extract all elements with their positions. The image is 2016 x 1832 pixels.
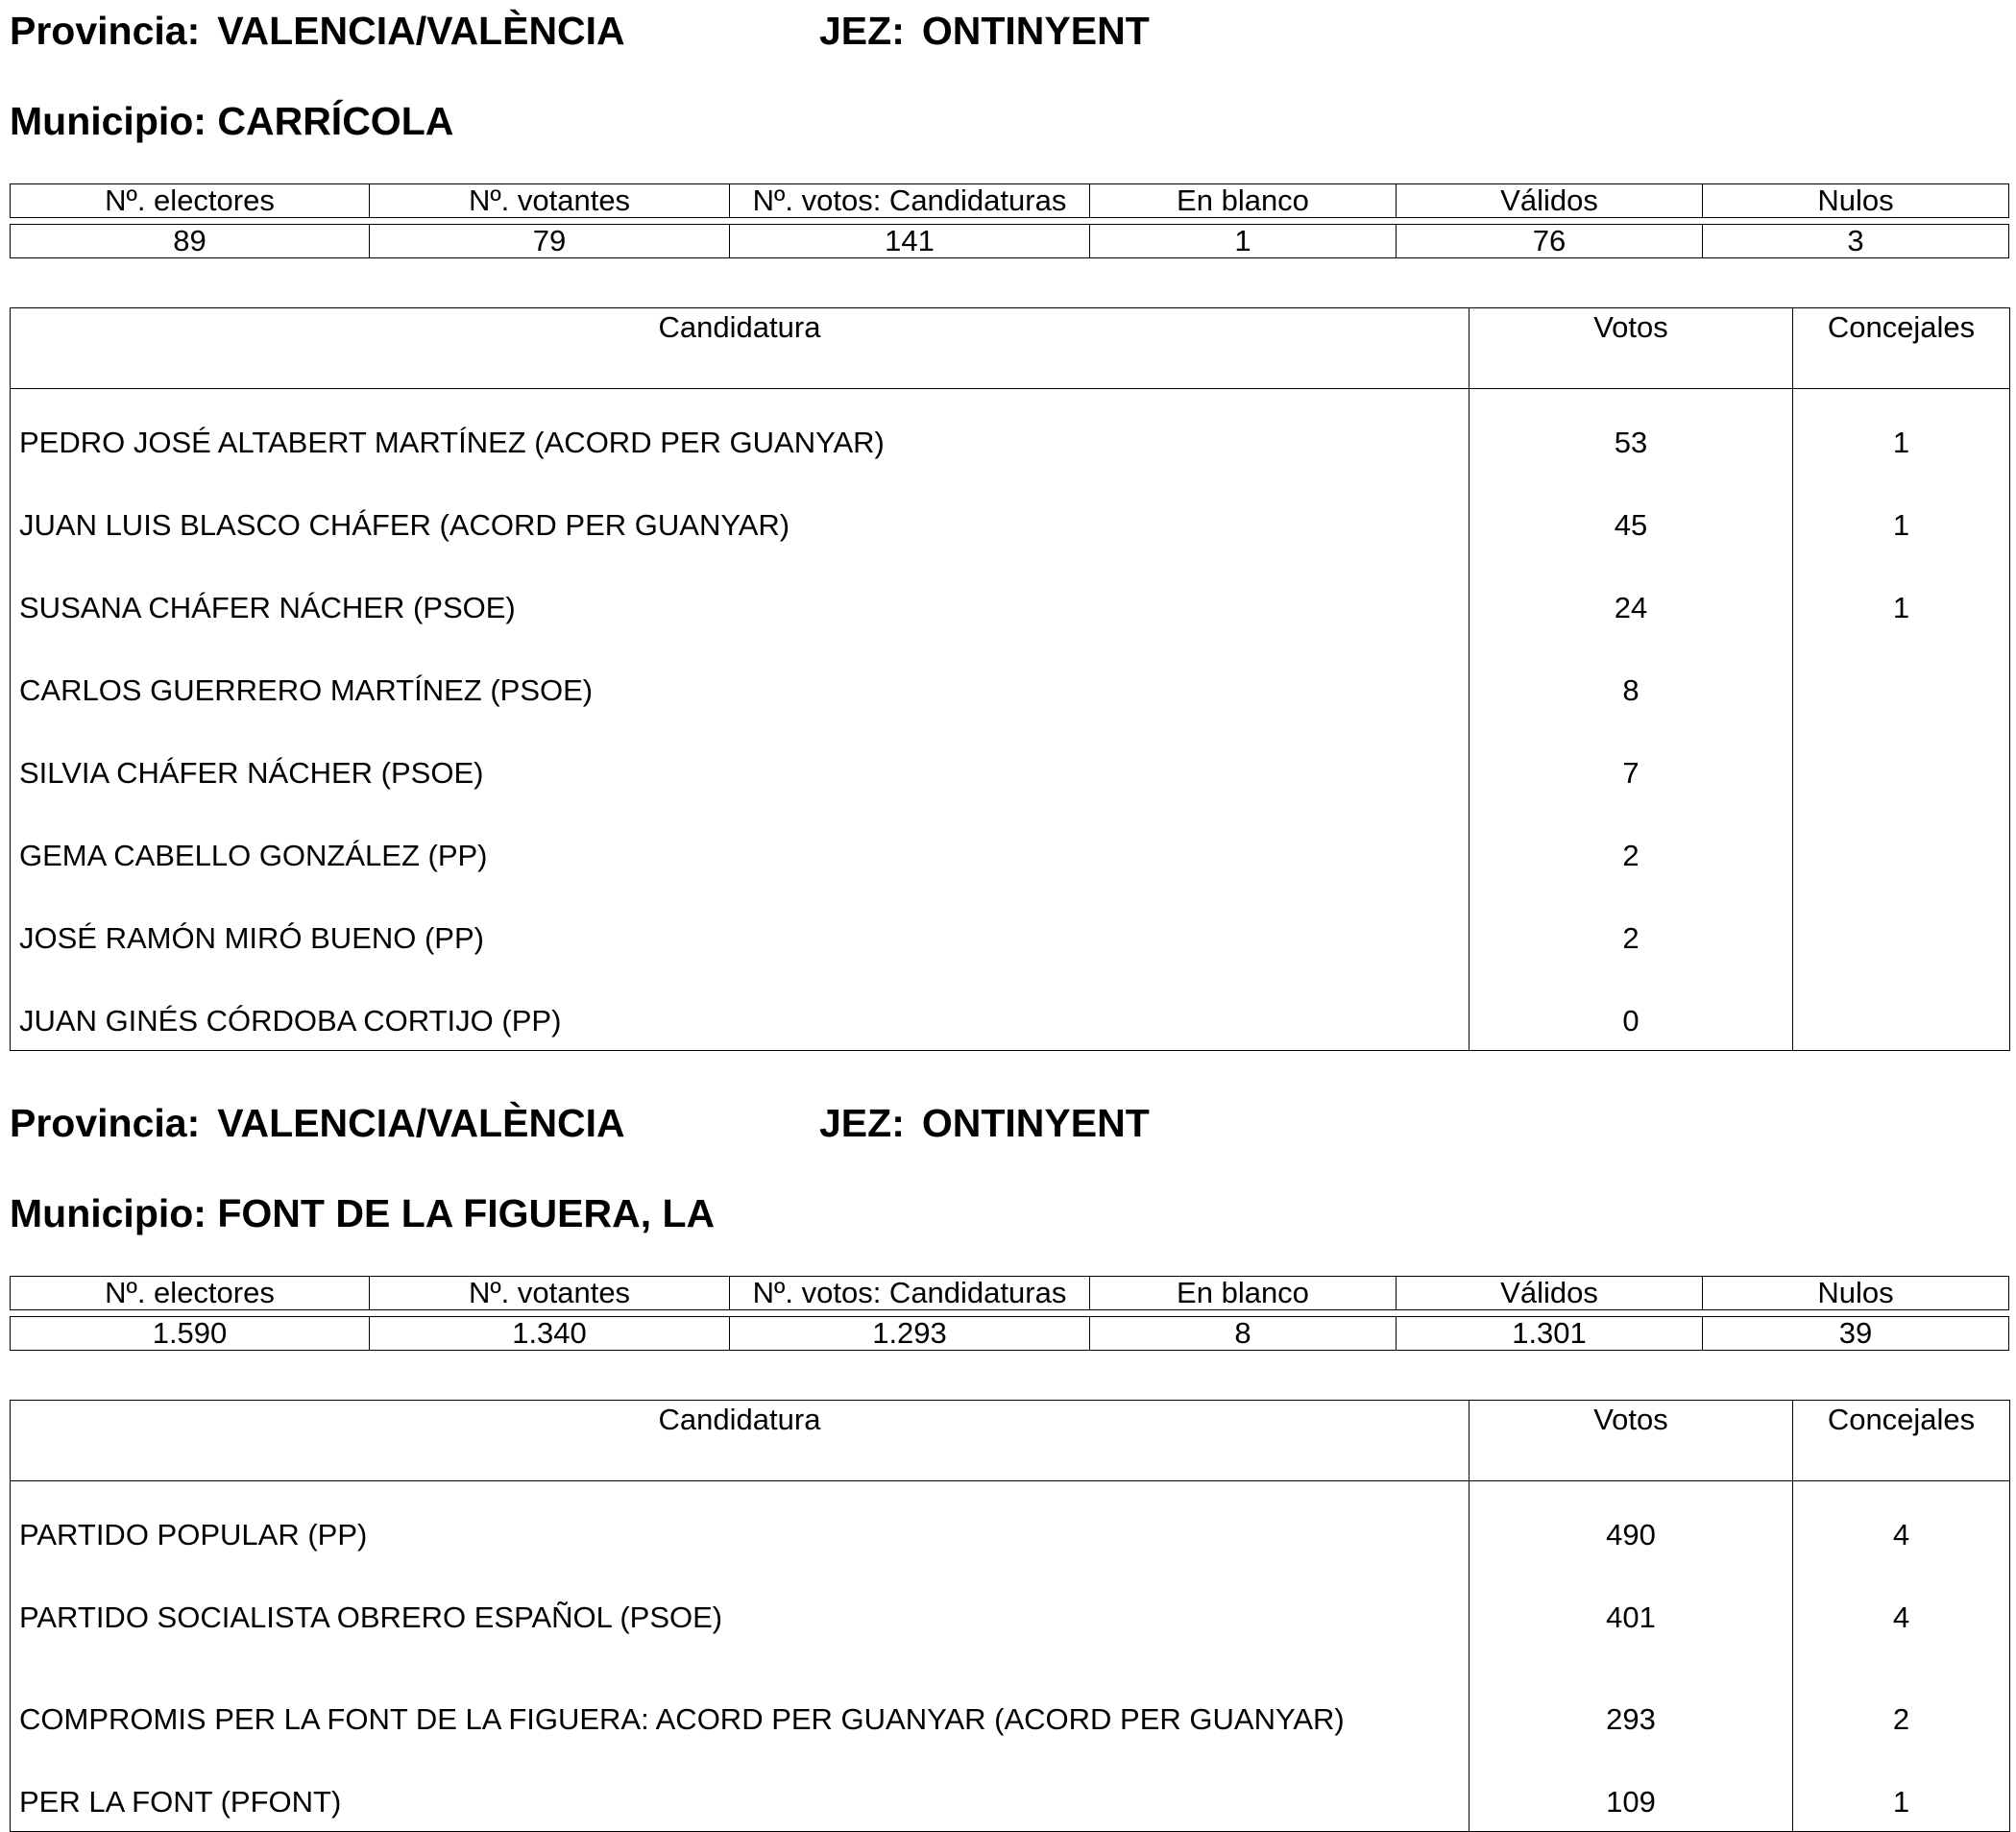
results-header-row	[11, 308, 2010, 389]
candidate-votes: 2	[1469, 885, 1793, 967]
municipality-value: FONT DE LA FIGUERA, LA	[217, 1191, 716, 1235]
candidate-name: JOSÉ RAMÓN MIRÓ BUENO (PP)	[11, 885, 1469, 967]
summary-value-cell: 8	[1090, 1316, 1397, 1351]
province-label: Provincia:	[10, 1101, 201, 1145]
summary-table	[10, 1270, 2009, 1356]
municipality-label: Municipio:	[10, 99, 206, 143]
municipality-label: Municipio:	[10, 1191, 206, 1235]
summary-header-cell: Válidos	[1397, 1276, 1703, 1310]
candidate-votes: 7	[1469, 720, 1793, 802]
jez-header	[819, 8, 1150, 54]
candidate-seats	[1793, 802, 2010, 885]
summary-value-cell: 39	[1703, 1316, 2009, 1351]
summary-header-row	[10, 1276, 2009, 1310]
candidate-votes: 53	[1469, 389, 1793, 473]
summary-header-cell: Nº. votantes	[370, 1276, 730, 1310]
summary-header-cell: Nº. electores	[10, 1276, 370, 1310]
province-value: VALENCIA/VALÈNCIA	[217, 9, 625, 53]
candidate-seats: 1	[1793, 472, 2010, 554]
candidate-seats: 1	[1793, 389, 2010, 473]
candidate-name: JUAN LUIS BLASCO CHÁFER (ACORD PER GUANYAR)	[11, 472, 1469, 554]
province-label: Provincia:	[10, 9, 201, 53]
summary-value-cell: 1.340	[370, 1316, 730, 1351]
results-table	[10, 1400, 2010, 1832]
jez-label: JEZ:	[819, 9, 905, 53]
summary-header-cell: Nulos	[1703, 183, 2009, 218]
column-header-votos: Votos	[1469, 308, 1793, 389]
table-row	[11, 1748, 2010, 1832]
municipality-value: CARRÍCOLA	[217, 99, 454, 143]
candidate-name: PARTIDO POPULAR (PP)	[11, 1481, 1469, 1565]
summary-value-cell: 76	[1397, 224, 1703, 258]
candidate-name: PARTIDO SOCIALISTA OBRERO ESPAÑOL (PSOE)	[11, 1564, 1469, 1647]
summary-table	[10, 178, 2009, 264]
summary-value-cell: 3	[1703, 224, 2009, 258]
summary-value-cell: 1	[1090, 224, 1397, 258]
candidate-name: SUSANA CHÁFER NÁCHER (PSOE)	[11, 554, 1469, 637]
summary-header-cell: Nº. votos: Candidaturas	[730, 1276, 1090, 1310]
table-row	[11, 1564, 2010, 1647]
candidate-votes: 24	[1469, 554, 1793, 637]
table-row	[11, 472, 2010, 554]
summary-header-cell: Nº. votos: Candidaturas	[730, 183, 1090, 218]
summary-value-cell: 79	[370, 224, 730, 258]
province-value: VALENCIA/VALÈNCIA	[217, 1101, 625, 1145]
candidate-seats: 4	[1793, 1481, 2010, 1565]
candidate-name: CARLOS GUERRERO MARTÍNEZ (PSOE)	[11, 637, 1469, 720]
table-row	[11, 720, 2010, 802]
candidate-seats: 4	[1793, 1564, 2010, 1647]
candidate-seats	[1793, 637, 2010, 720]
table-row	[11, 554, 2010, 637]
results-header-row	[11, 1401, 2010, 1481]
candidate-name: PEDRO JOSÉ ALTABERT MARTÍNEZ (ACORD PER GUANYAR)	[11, 389, 1469, 473]
candidate-seats	[1793, 967, 2010, 1051]
summary-header-row	[10, 183, 2009, 218]
candidate-name: SILVIA CHÁFER NÁCHER (PSOE)	[11, 720, 1469, 802]
candidate-name: COMPROMIS PER LA FONT DE LA FIGUERA: ACORD PER GUANYAR (ACORD PER GUANYAR)	[11, 1647, 1469, 1748]
summary-header-cell: Nulos	[1703, 1276, 2009, 1310]
candidate-votes: 293	[1469, 1647, 1793, 1748]
jez-value: ONTINYENT	[921, 9, 1150, 53]
summary-header-cell: En blanco	[1090, 1276, 1397, 1310]
candidate-seats	[1793, 885, 2010, 967]
summary-header-cell: Nº. votantes	[370, 183, 730, 218]
municipality-header	[10, 1190, 715, 1236]
summary-value-cell: 1.293	[730, 1316, 1090, 1351]
summary-value-cell: 1.590	[10, 1316, 370, 1351]
candidate-name: JUAN GINÉS CÓRDOBA CORTIJO (PP)	[11, 967, 1469, 1051]
candidate-votes: 8	[1469, 637, 1793, 720]
candidate-name: GEMA CABELLO GONZÁLEZ (PP)	[11, 802, 1469, 885]
column-header-votos: Votos	[1469, 1401, 1793, 1481]
results-table	[10, 307, 2010, 1051]
summary-value-cell: 141	[730, 224, 1090, 258]
table-row	[11, 802, 2010, 885]
table-row	[11, 885, 2010, 967]
candidate-seats	[1793, 720, 2010, 802]
candidate-votes: 401	[1469, 1564, 1793, 1647]
jez-header	[819, 1100, 1150, 1146]
summary-value-cell: 89	[10, 224, 370, 258]
summary-header-cell: Válidos	[1397, 183, 1703, 218]
table-row	[11, 967, 2010, 1051]
jez-value: ONTINYENT	[921, 1101, 1150, 1145]
summary-header-cell: Nº. electores	[10, 183, 370, 218]
column-header-concejales: Concejales	[1793, 1401, 2010, 1481]
summary-header-cell: En blanco	[1090, 183, 1397, 218]
candidate-votes: 0	[1469, 967, 1793, 1051]
column-header-candidatura: Candidatura	[11, 1401, 1469, 1481]
municipality-header	[10, 98, 453, 144]
summary-value-row	[10, 224, 2009, 258]
table-row	[11, 1481, 2010, 1565]
candidate-votes: 2	[1469, 802, 1793, 885]
province-header	[10, 8, 625, 54]
candidate-seats: 1	[1793, 1748, 2010, 1832]
summary-value-row	[10, 1316, 2009, 1351]
province-header	[10, 1100, 625, 1146]
candidate-seats: 1	[1793, 554, 2010, 637]
table-row	[11, 1647, 2010, 1748]
column-header-concejales: Concejales	[1793, 308, 2010, 389]
summary-value-cell: 1.301	[1397, 1316, 1703, 1351]
candidate-votes: 109	[1469, 1748, 1793, 1832]
table-row	[11, 389, 2010, 473]
candidate-votes: 490	[1469, 1481, 1793, 1565]
candidate-name: PER LA FONT (PFONT)	[11, 1748, 1469, 1832]
candidate-seats: 2	[1793, 1647, 2010, 1748]
candidate-votes: 45	[1469, 472, 1793, 554]
column-header-candidatura: Candidatura	[11, 308, 1469, 389]
jez-label: JEZ:	[819, 1101, 905, 1145]
table-row	[11, 637, 2010, 720]
